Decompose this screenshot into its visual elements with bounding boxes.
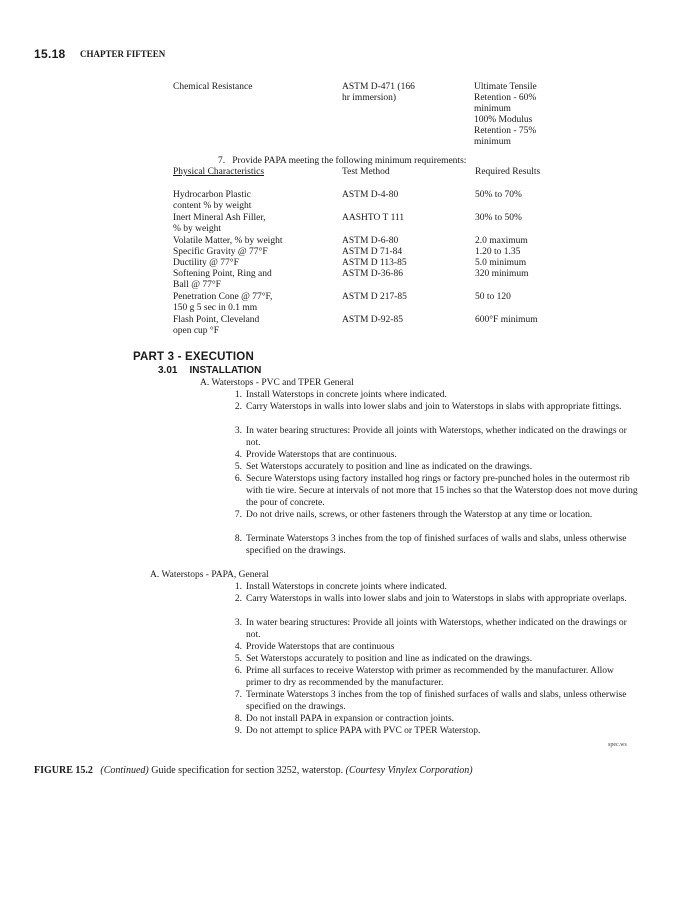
list-item: 8. Terminate Waterstops 3 inches from the top of finished surfaces of walls and slabs, unless otherwise specified on the drawings.	[234, 534, 627, 556]
list-item: 6. Secure Waterstops using factory installed hog rings or factory pre-punched holes in the outermost rib with tie wire. Secure at intervals of not more that 15 inches so that the Waterstop does not move during the pour of concrete.	[234, 474, 638, 508]
part-heading: PART 3 - EXECUTION	[133, 351, 254, 363]
list-item: 7. Do not drive nails, screws, or other fasteners through the Waterstop at any time or location.	[234, 510, 593, 520]
requirement-item-7: 7. Provide PAPA meeting the following minimum requirements:	[218, 156, 467, 166]
list-item: 7. Terminate Waterstops 3 inches from the top of finished surfaces of walls and slabs, unless otherwise specified on the drawings.	[234, 690, 627, 712]
figure-caption: FIGURE 15.2 (Continued) Guide specification for section 3252, waterstop. (Courtesy Vinylex Corporation)	[34, 765, 473, 776]
chemical-resistance-label: Chemical Resistance	[173, 82, 253, 92]
group-title-pvc-tper: A. Waterstops - PVC and TPER General	[200, 378, 354, 388]
page-number: 15.18	[34, 47, 66, 61]
list-item: 2. Carry Waterstops in walls into lower slabs and join to Waterstops in slabs with appropriate overlaps.	[234, 594, 627, 604]
table-header-method: Test Method	[342, 167, 390, 177]
list-item: 1. Install Waterstops in concrete joints where indicated.	[234, 582, 447, 592]
list-item: 9. Do not attempt to splice PAPA with PVC or TPER Waterstop.	[234, 726, 481, 736]
list-item: 3. In water bearing structures: Provide all joints with Waterstops, whether indicated on the drawings or not.	[234, 618, 627, 640]
list-item: 5. Set Waterstops accurately to position and line as indicated on the drawings.	[234, 462, 533, 472]
chemical-resistance-result: Ultimate Tensile Retention - 60% minimum 100% Modulus Retention - 75% minimum	[474, 82, 537, 147]
chapter-title: CHAPTER FIFTEEN	[80, 49, 166, 59]
list-item: 1. Install Waterstops in concrete joints where indicated.	[234, 390, 447, 400]
table-header-characteristics: Physical Characteristics	[173, 167, 265, 177]
list-item: 6. Prime all surfaces to receive Waterstop with primer as recommended by the manufacturer. Allow primer to dry as recommended by the manufacturer.	[234, 666, 614, 688]
file-tag: spec.ws	[608, 742, 627, 748]
group-title-papa: A. Waterstops - PAPA, General	[150, 570, 269, 580]
table-header-results: Required Results	[475, 167, 541, 177]
list-item: 4. Provide Waterstops that are continuous	[234, 642, 395, 652]
list-item: 2. Carry Waterstops in walls into lower slabs and join to Waterstops in slabs with appropriate fittings.	[234, 402, 622, 412]
list-item: 8. Do not install PAPA in expansion or contraction joints.	[234, 714, 455, 724]
list-item: 3. In water bearing structures: Provide all joints with Waterstops, whether indicated on the drawings or not.	[234, 426, 627, 448]
list-item: 4. Provide Waterstops that are continuous.	[234, 450, 397, 460]
list-item: 5. Set Waterstops accurately to position and line as indicated on the drawings.	[234, 654, 533, 664]
chemical-resistance-method: ASTM D-471 (166 hr immersion)	[342, 82, 415, 103]
section-heading: 3.01 INSTALLATION	[158, 365, 262, 376]
